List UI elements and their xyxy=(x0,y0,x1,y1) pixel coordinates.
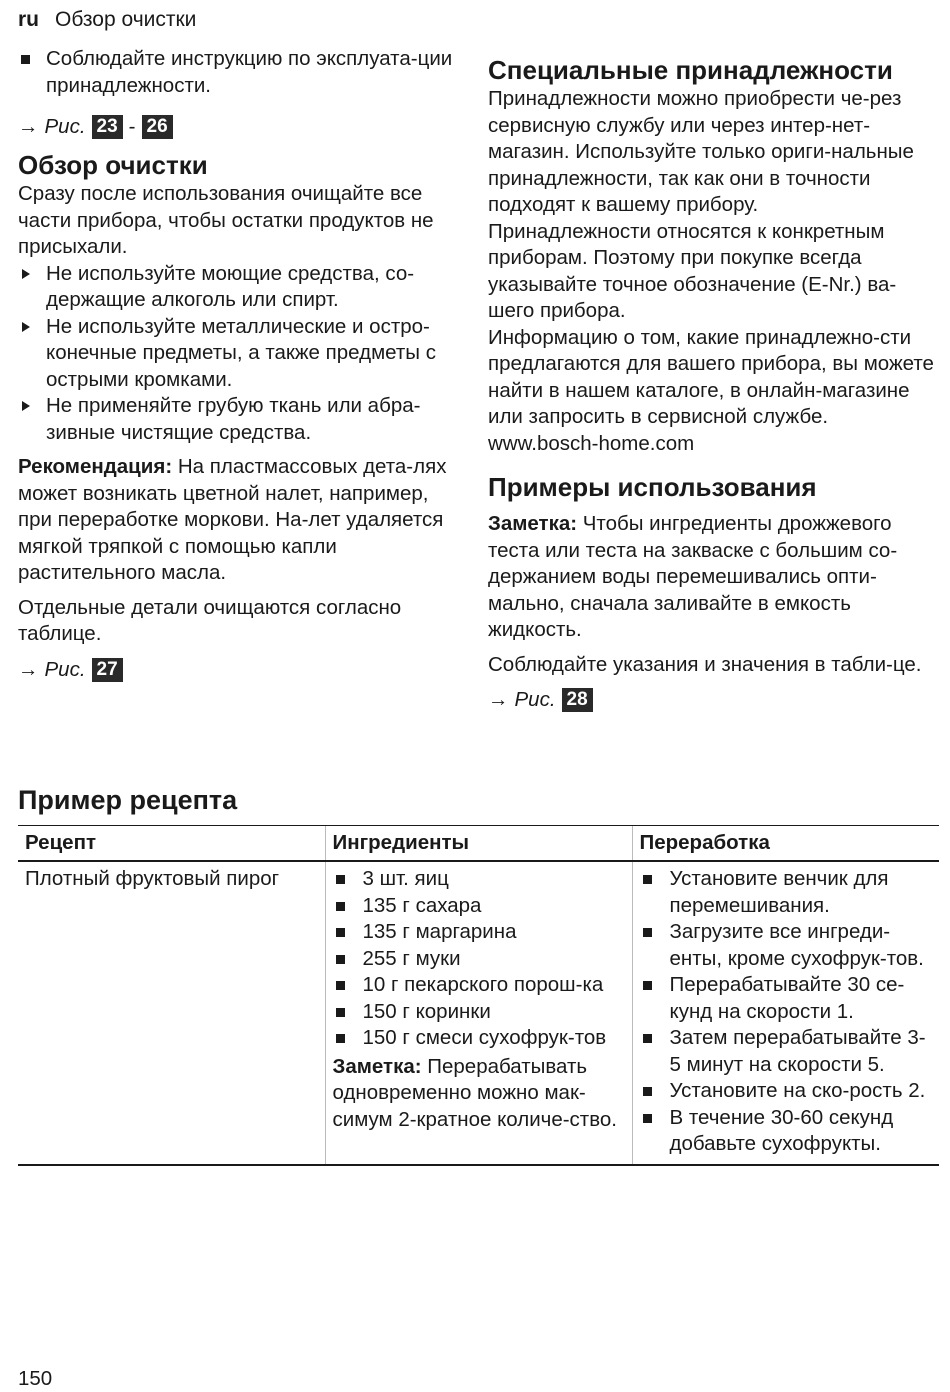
column-header-ingredients: Ингредиенты xyxy=(325,826,632,862)
list-item: 135 г маргарина xyxy=(333,919,624,946)
list-item: В течение 30-60 секунд добавьте сухофрукты. xyxy=(640,1105,932,1158)
list-item: Не используйте металлические и остро-конечные предметы, а также предметы с острыми кромками. xyxy=(18,314,466,394)
list-item: 150 г смеси сухофрук-тов xyxy=(333,1025,624,1052)
accessory-instructions-list xyxy=(18,46,466,99)
list-item: Соблюдайте инструкцию по эксплуата-ции принадлежности. xyxy=(18,46,466,99)
figure-label: Рис. xyxy=(44,115,86,138)
figure-number-badge: 27 xyxy=(92,658,123,682)
list-item: Не применяйте грубую ткань или абра-зивные чистящие средства. xyxy=(18,393,466,446)
list-item: 135 г сахара xyxy=(333,893,624,920)
arrow-icon: → xyxy=(18,115,39,138)
note-text: Перерабатывать одновременно можно мак-симум 2-кратное количе-ство. xyxy=(332,1054,617,1131)
figure-reference-23-26 xyxy=(18,113,466,141)
cleaning-tip xyxy=(18,454,466,587)
section-heading-recipe: Пример рецепта xyxy=(18,785,238,815)
figure-label: Рис. xyxy=(44,657,86,681)
list-item: Затем перерабатывайте 3-5 минут на скорости 5. xyxy=(640,1025,932,1078)
section-heading-cleaning: Обзор очистки xyxy=(18,150,208,180)
figure-reference-28 xyxy=(488,686,934,714)
list-item: 150 г коринки xyxy=(333,999,624,1026)
header-section-title: Обзор очистки xyxy=(55,8,197,31)
page-number: 150 xyxy=(18,1367,53,1390)
ingredients-list xyxy=(333,866,624,1052)
figure-number-badge: 28 xyxy=(562,688,593,712)
accessories-paragraph: Принадлежности можно приобрести че-рез сервисную службу или через интер-нет-магазин. Используйте только ориги-нальные принадлежности, так как они в точности подходят к вашему прибору. xyxy=(488,87,914,216)
section-heading-accessories: Специальные принадлежности xyxy=(488,55,893,85)
examples-paragraph: Соблюдайте указания и значения в табли-це. xyxy=(488,652,922,676)
cleaning-intro: Сразу после использования очищайте все части прибора, чтобы остатки продуктов не присыхали. xyxy=(18,182,434,258)
note-label: Заметка: xyxy=(488,512,578,535)
list-item: Установите венчик для перемешивания. xyxy=(640,866,932,919)
website-link[interactable]: www.bosch-home.com xyxy=(488,431,695,455)
list-item: Перерабатывайте 30 се-кунд на скорости 1. xyxy=(640,972,932,1025)
processing-cell xyxy=(632,861,939,1165)
figure-number-badge: 23 xyxy=(92,115,123,139)
list-item: Загрузите все ингреди-енты, кроме сухофрук-тов. xyxy=(640,919,932,972)
ingredients-note xyxy=(333,1054,624,1134)
tip-label: Рекомендация: xyxy=(18,455,173,478)
recipe-table xyxy=(18,825,939,1166)
tip-text: На пластмассовых дета-лях может возникать цветной налет, например, при переработке моркови. На-лет удаляется мягкой тряпкой с помощью капли растительного масла. xyxy=(18,455,447,584)
list-item: Не используйте моющие средства, со-держащие алкоголь или спирт. xyxy=(18,261,466,314)
figure-number-badge: 26 xyxy=(142,115,173,139)
parts-cleaning-text: Отдельные детали очищаются согласно таблице. xyxy=(18,595,402,645)
list-item: 255 г муки xyxy=(333,946,624,973)
range-dash: - xyxy=(128,115,136,138)
accessories-paragraph: Принадлежности относятся к конкретным приборам. Поэтому при покупке всегда указывайте точное обозначение (E-Nr.) ва-шего прибора. xyxy=(488,219,897,322)
table-row xyxy=(18,861,939,1165)
section-heading-examples: Примеры использования xyxy=(488,472,817,502)
figure-reference-27 xyxy=(18,656,466,684)
processing-steps-list xyxy=(640,866,932,1158)
column-header-processing: Переработка xyxy=(632,826,939,862)
note-label: Заметка: xyxy=(332,1054,422,1078)
table-header-row xyxy=(18,826,939,862)
note-text: Чтобы ингредиенты дрожжевого теста или теста на закваске с большим со-держанием воды перемешивались опти-мально, сначала заливайте в емкость жидкость. xyxy=(488,512,898,641)
list-item: 10 г пекарского порош-ка xyxy=(333,972,624,999)
column-header-recipe: Рецепт xyxy=(18,826,325,862)
cleaning-warnings-list xyxy=(18,261,466,447)
ingredients-cell xyxy=(325,861,632,1165)
list-item: Установите на ско-рость 2. xyxy=(640,1078,932,1105)
accessories-paragraph: Информацию о том, какие принадлежно-сти предлагаются для вашего прибора, вы можете найти в нашем каталоге, в онлайн-магазине или запросить в сервисной службе. xyxy=(488,325,934,428)
figure-label: Рис. xyxy=(514,688,556,711)
right-column xyxy=(488,54,934,714)
language-code: ru xyxy=(18,8,39,31)
page-header xyxy=(18,6,196,34)
arrow-icon: → xyxy=(488,688,509,711)
list-item: 3 шт. яиц xyxy=(333,866,624,893)
examples-note xyxy=(488,511,934,644)
left-column xyxy=(18,46,466,684)
recipe-name-cell: Плотный фруктовый пирог xyxy=(18,861,325,1165)
arrow-icon: → xyxy=(18,657,39,681)
